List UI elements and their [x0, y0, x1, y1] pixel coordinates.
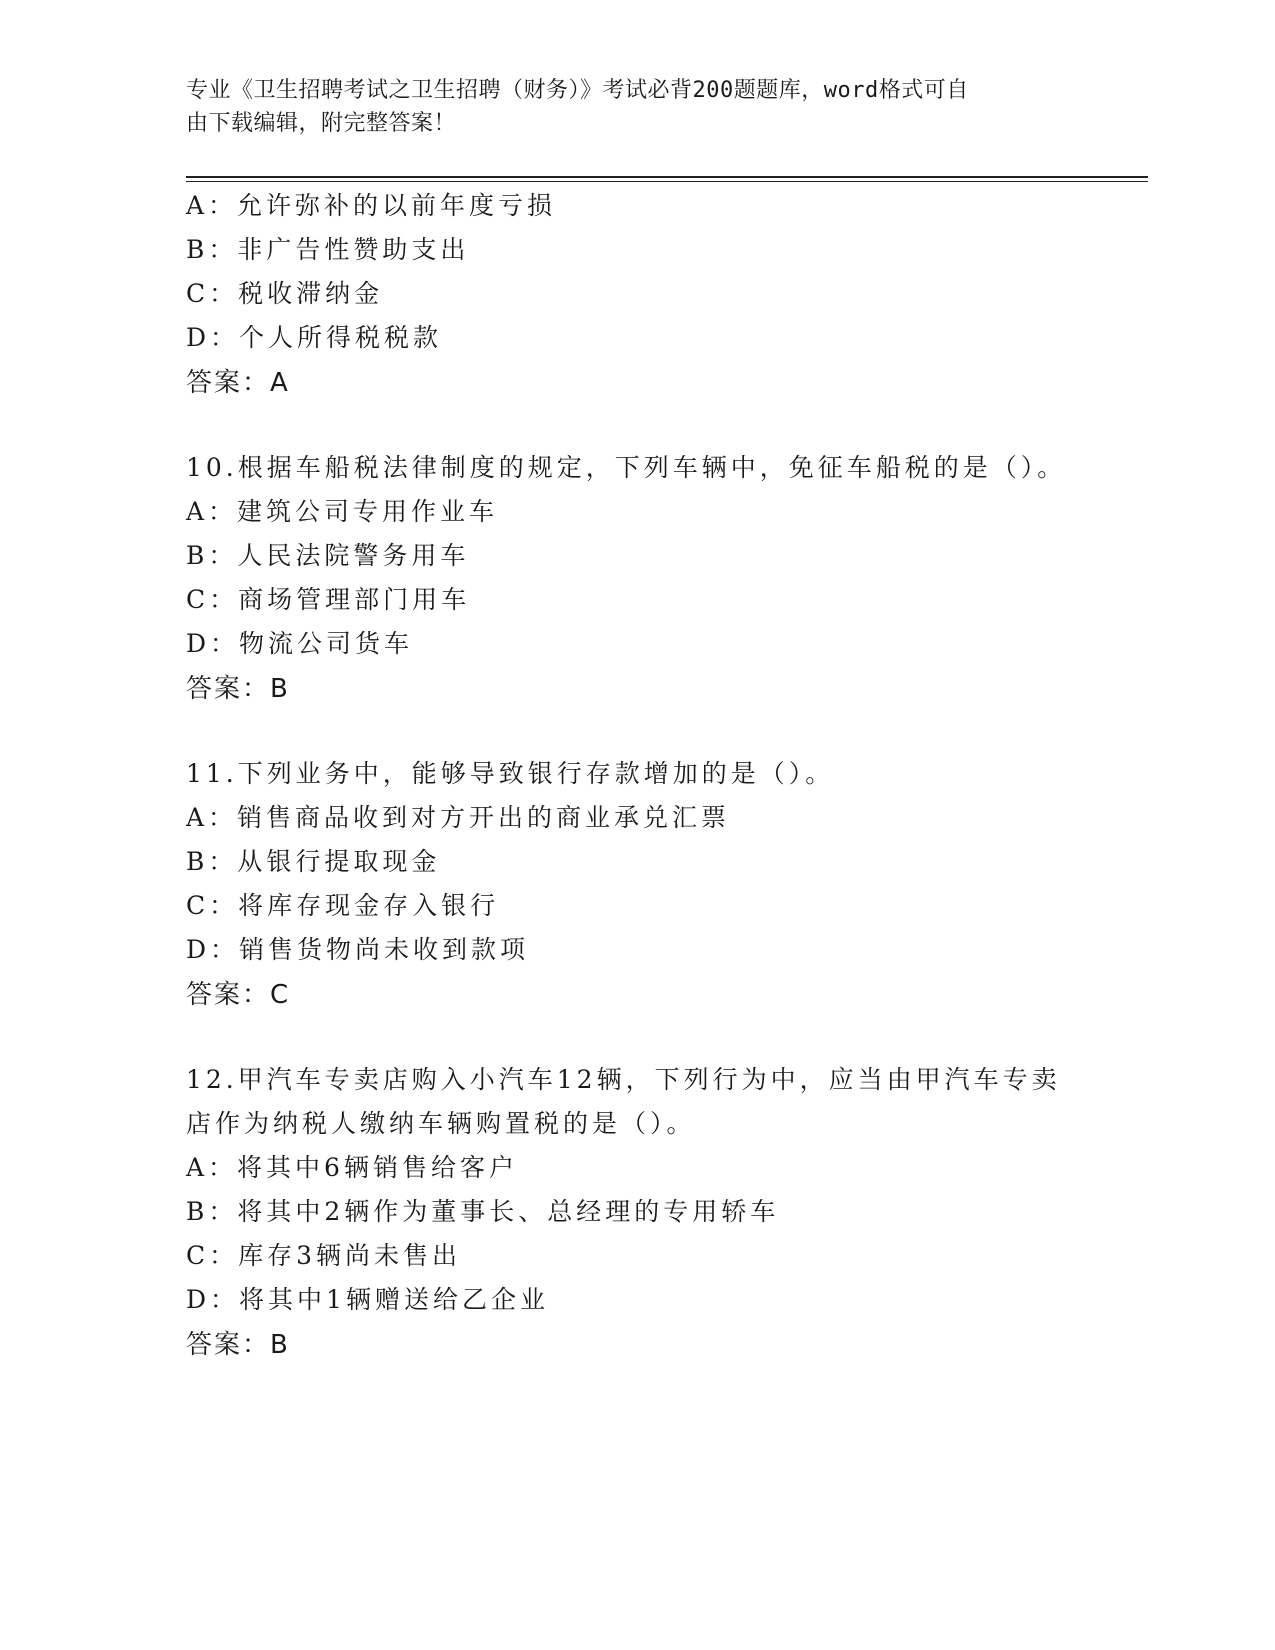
- q12-option-c: C：库存3辆尚未售出: [186, 1241, 462, 1270]
- q9-option-c: C：税收滞纳金: [186, 279, 384, 308]
- q12-answer: 答案：B: [186, 1330, 290, 1360]
- q11-option-a: A：销售商品收到对方开出的商业承兑汇票: [186, 803, 731, 832]
- header-line-1: 专业《卫生招聘考试之卫生招聘（财务）》考试必背200题题库，word格式可自: [186, 78, 969, 103]
- document-header: [186, 74, 1066, 140]
- q10-option-b: B：人民法院警务用车: [186, 541, 470, 570]
- q10-option-d: D：物流公司货车: [186, 629, 414, 658]
- q12-option-a: A：将其中6辆销售给客户: [186, 1153, 518, 1182]
- q10-stem: 10.根据车船税法律制度的规定，下列车辆中，免征车船税的是（）。: [186, 453, 1067, 482]
- q11-option-d: D：销售货物尚未收到款项: [186, 935, 530, 964]
- q12-stem-line-1: 12.甲汽车专卖店购入小汽车12辆，下列行为中，应当由甲汽车专卖: [186, 1065, 1061, 1094]
- q10-option-a: A：建筑公司专用作业车: [186, 497, 499, 526]
- header-divider-thin: [186, 181, 1148, 182]
- q12-option-d: D：将其中1辆赠送给乙企业: [186, 1285, 549, 1314]
- q10-option-c: C：商场管理部门用车: [186, 585, 471, 614]
- q9-answer: 答案：A: [186, 368, 290, 398]
- q12-stem-line-2: 店作为纳税人缴纳车辆购置税的是（）。: [186, 1109, 696, 1138]
- q12-option-b: B：将其中2辆作为董事长、总经理的专用轿车: [186, 1197, 780, 1226]
- q9-option-a: A：允许弥补的以前年度亏损: [186, 191, 557, 220]
- q10-answer: 答案：B: [186, 674, 290, 704]
- q11-option-b: B：从银行提取现金: [186, 847, 441, 876]
- q11-option-c: C：将库存现金存入银行: [186, 891, 500, 920]
- header-line-2: 由下载编辑，附完整答案！: [186, 111, 457, 136]
- header-divider-thick: [186, 176, 1148, 178]
- q9-option-b: B：非广告性赞助支出: [186, 235, 470, 264]
- q11-stem: 11.下列业务中，能够导致银行存款增加的是（）。: [186, 759, 835, 788]
- q9-option-d: D：个人所得税税款: [186, 323, 443, 352]
- q11-answer: 答案：C: [186, 980, 291, 1010]
